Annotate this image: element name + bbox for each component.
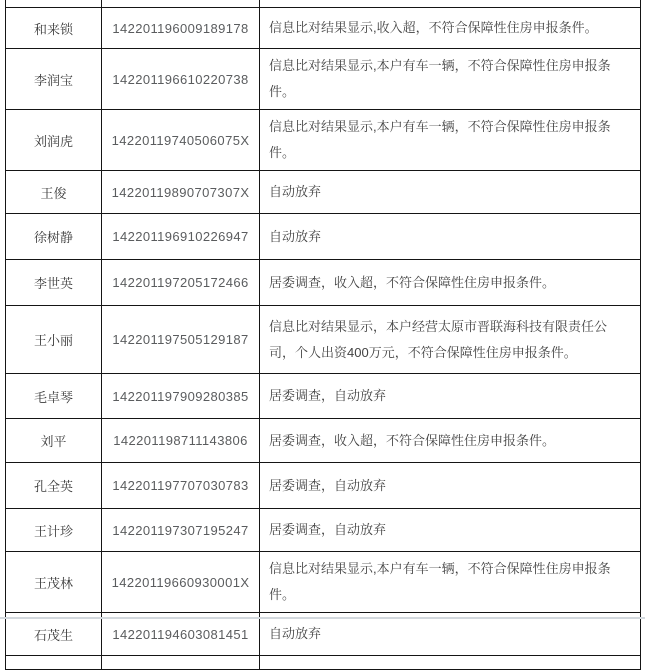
table-row: [6, 306, 641, 374]
id-number-cell: 142201194603081451: [102, 613, 260, 656]
id-number-cell: [102, 0, 260, 8]
table-row: [6, 260, 641, 306]
review-result-cell: 居委调查，自动放弃: [260, 509, 641, 552]
table-row: [6, 110, 641, 171]
table-row: [6, 214, 641, 260]
applicant-name-cell: 王小丽: [6, 306, 102, 374]
table-row: [6, 49, 641, 110]
id-number-cell: 14220119660930001X: [102, 552, 260, 613]
table-row: [6, 509, 641, 552]
applicant-name-cell: 和来锁: [6, 8, 102, 49]
review-result-cell: 信息比对结果显示,收入超，不符合保障性住房申报条件。: [260, 8, 641, 49]
id-number-cell: 142201196009189178: [102, 8, 260, 49]
review-result-cell: 自动放弃: [260, 171, 641, 214]
review-result-cell: 居委调查，收入超，不符合保障性住房申报条件。: [260, 419, 641, 463]
table-row: [6, 463, 641, 509]
applicant-name-cell: 刘润虎: [6, 110, 102, 171]
table-row: [6, 8, 641, 49]
review-result-cell: 自动放弃: [260, 613, 641, 656]
applicant-name-cell: 石茂生: [6, 613, 102, 656]
applicants-table: [5, 0, 641, 670]
table-row: [6, 171, 641, 214]
applicant-name-cell: 王计珍: [6, 509, 102, 552]
applicant-name-cell: 孔全英: [6, 463, 102, 509]
review-result-cell: 信息比对结果显示,本户有车一辆，不符合保障性住房申报条件。: [260, 552, 641, 613]
id-number-cell: 142201197707030783: [102, 463, 260, 509]
table-row-partial-top: [6, 0, 641, 8]
id-number-cell: 142201197909280385: [102, 374, 260, 419]
review-result-cell: 信息比对结果显示，本户经营太原市晋联海科技有限责任公司，个人出资400万元，不符合保障性住房申报条件。: [260, 306, 641, 374]
table-row: [6, 552, 641, 613]
applicant-name-cell: 李润宝: [6, 49, 102, 110]
review-result-cell: 信息比对结果显示,本户有车一辆，不符合保障性住房申报条件。: [260, 49, 641, 110]
review-result-cell: 居委调查，自动放弃: [260, 374, 641, 419]
table-row: [6, 419, 641, 463]
id-number-cell: 142201197505129187: [102, 306, 260, 374]
applicant-name-cell: 王俊: [6, 171, 102, 214]
review-result-cell: [260, 656, 641, 670]
id-number-cell: 142201197307195247: [102, 509, 260, 552]
applicant-name-cell: 王茂林: [6, 552, 102, 613]
applicant-name-cell: 刘平: [6, 419, 102, 463]
applicant-name-cell: [6, 656, 102, 670]
id-number-cell: 142201198711143806: [102, 419, 260, 463]
applicant-name-cell: 徐树静: [6, 214, 102, 260]
id-number-cell: 14220119890707307X: [102, 171, 260, 214]
id-number-cell: 14220119740506075X: [102, 110, 260, 171]
review-result-cell: [260, 0, 641, 8]
id-number-cell: 142201197205172466: [102, 260, 260, 306]
table-row: [6, 374, 641, 419]
applicant-name-cell: [6, 0, 102, 8]
page-bottom-edge: [0, 617, 645, 619]
review-result-cell: 居委调查，收入超，不符合保障性住房申报条件。: [260, 260, 641, 306]
review-result-cell: 自动放弃: [260, 214, 641, 260]
id-number-cell: 142201196610220738: [102, 49, 260, 110]
table-row-partial-bottom: [6, 656, 641, 670]
review-result-cell: 信息比对结果显示,本户有车一辆，不符合保障性住房申报条件。: [260, 110, 641, 171]
review-result-cell: 居委调查，自动放弃: [260, 463, 641, 509]
applicant-name-cell: 李世英: [6, 260, 102, 306]
id-number-cell: [102, 656, 260, 670]
id-number-cell: 142201196910226947: [102, 214, 260, 260]
applicant-name-cell: 毛卓琴: [6, 374, 102, 419]
